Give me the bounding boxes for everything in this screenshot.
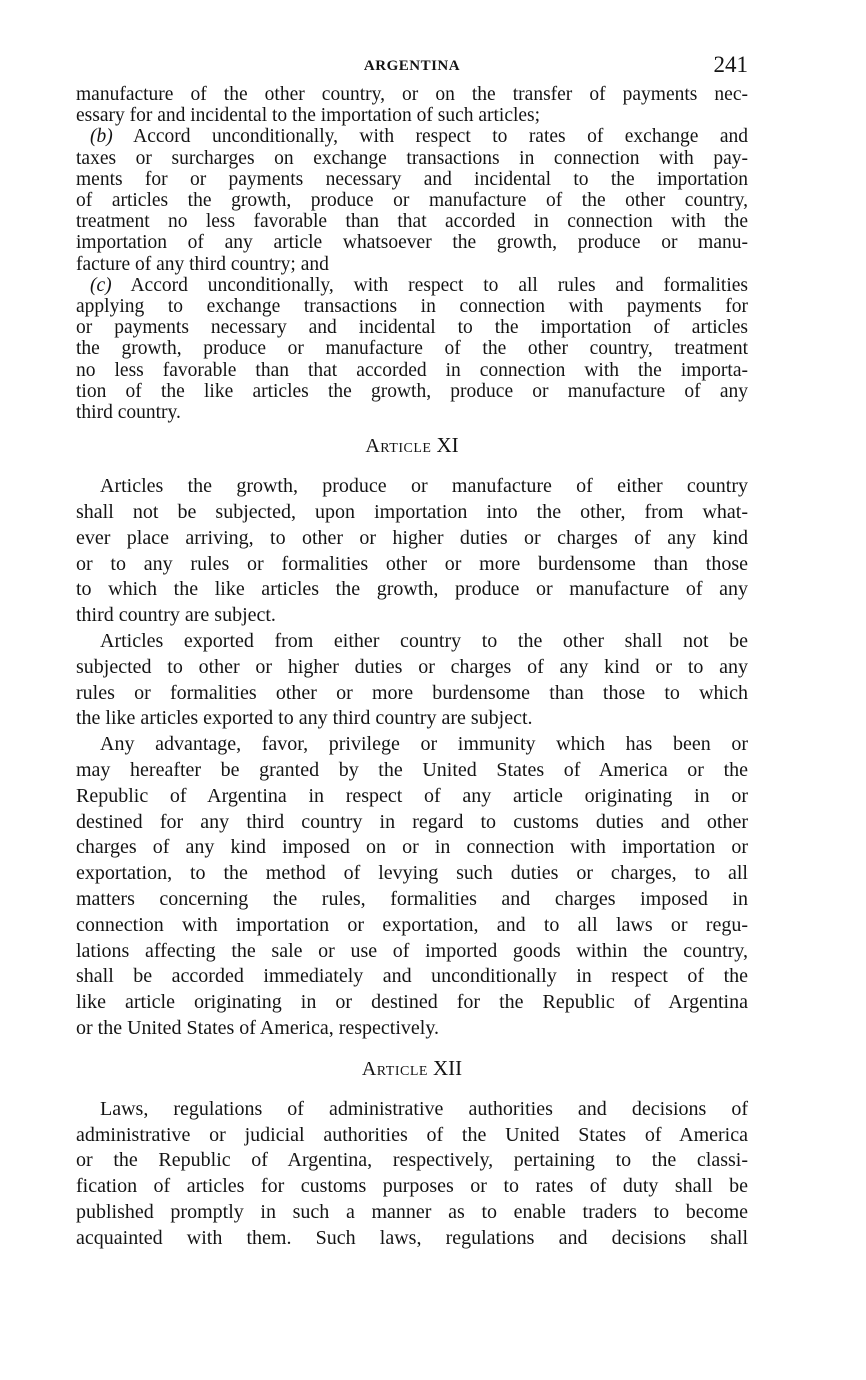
clause-label-c: (c) [90, 274, 112, 296]
continued-provisions [76, 84, 748, 423]
text-line: third country are subject. [76, 604, 276, 627]
article-word: Article [365, 435, 432, 458]
text-line: importation of any article whatsoever the growth, produce or manu- [76, 232, 748, 254]
text-line: of articles the growth, produce or manufacture of the other country, [76, 190, 748, 212]
text-line: manufacture of the other country, or on the transfer of payments nec- [76, 84, 748, 105]
page-header [76, 52, 748, 84]
text-line [76, 126, 748, 147]
text-line: taxes or surcharges on exchange transactions in connection with pay- [76, 147, 748, 169]
text-line: to which the like articles the growth, produce or manufacture of any [76, 578, 748, 601]
text-line: connection with importation or exportation, and to all laws or regu- [76, 913, 748, 936]
text-line: shall be accorded immediately and unconditionally in respect of the [76, 965, 748, 988]
text-line: ments for or payments necessary and incidental to the importation [76, 168, 748, 190]
running-head: ARGENTINA [363, 58, 461, 74]
article-word: Article [361, 1057, 428, 1080]
text-line [76, 275, 748, 296]
article-xii-heading [76, 1056, 748, 1081]
text-line: Republic of Argentina in respect of any article originating in or [76, 784, 748, 807]
article-xi-heading [76, 433, 748, 458]
text-line: or to any rules or formalities other or more burdensome than those [76, 552, 748, 575]
text-line: facture of any third country; and [76, 253, 329, 275]
text-line: Laws, regulations of administrative authorities and decisions of [100, 1097, 748, 1120]
article-xi-body [76, 474, 748, 1042]
text-span: Accord unconditionally, with respect to all rules and formalities [111, 274, 748, 296]
page-number: 241 [713, 52, 748, 77]
article-number: XII [432, 1055, 463, 1080]
text-line: or the Republic of Argentina, respectively, pertaining to the classi- [76, 1149, 748, 1172]
text-line: or payments necessary and incidental to the importation of articles [76, 317, 748, 339]
text-line: ever place arriving, to other or higher duties or charges of any kind [76, 526, 748, 549]
article-xii-body [76, 1097, 748, 1252]
text-line: Any advantage, favor, privilege or immunity which has been or [100, 733, 748, 756]
text-span: Accord unconditionally, with respect to rates of exchange and [112, 126, 748, 148]
text-line: the growth, produce or manufacture of the other country, treatment [76, 338, 748, 360]
text-line: or the United States of America, respectively. [76, 1016, 440, 1039]
text-line: rules or formalities other or more burdensome than those to which [76, 681, 748, 704]
text-line: published promptly in such a manner as to enable traders to become [76, 1200, 748, 1223]
text-line: Articles exported from either country to the other shall not be [100, 630, 748, 653]
text-line: matters concerning the rules, formalities and charges imposed in [76, 888, 748, 910]
text-line: no less favorable than that accorded in connection with the importa- [76, 359, 748, 381]
document-page [76, 52, 748, 1252]
text-line: Articles the growth, produce or manufacture of either country [100, 475, 748, 498]
text-line: acquainted with them. Such laws, regulations and decisions shall [76, 1226, 748, 1249]
text-line: third country. [76, 402, 181, 424]
text-line: charges of any kind imposed on or in connection with importation or [76, 836, 748, 859]
text-line: applying to exchange transactions in connection with payments for [76, 296, 748, 318]
text-line: lations affecting the sale or use of imported goods within the country, [76, 939, 748, 962]
text-line: essary for and incidental to the importation of such articles; [76, 105, 541, 127]
text-line: the like articles exported to any third country are subject. [76, 707, 533, 730]
text-line: shall not be subjected, upon importation into the other, from what- [76, 501, 748, 524]
text-line: tion of the like articles the growth, produce or manufacture of any [76, 380, 748, 402]
text-line: fication of articles for customs purposes or to rates of duty shall be [76, 1175, 748, 1198]
clause-label-b: (b) [90, 126, 113, 148]
text-line: destined for any third country in regard to customs duties and other [76, 810, 748, 833]
text-line: administrative or judicial authorities of the United States of America [76, 1123, 748, 1146]
article-number: XI [436, 433, 459, 458]
text-line: like article originating in or destined for the Republic of Argentina [76, 991, 748, 1014]
text-line: subjected to other or higher duties or charges of any kind or to any [76, 655, 748, 678]
text-line: exportation, to the method of levying such duties or charges, to all [76, 862, 748, 885]
text-line: treatment no less favorable than that accorded in connection with the [76, 211, 748, 233]
text-line: may hereafter be granted by the United States of America or the [76, 759, 748, 782]
